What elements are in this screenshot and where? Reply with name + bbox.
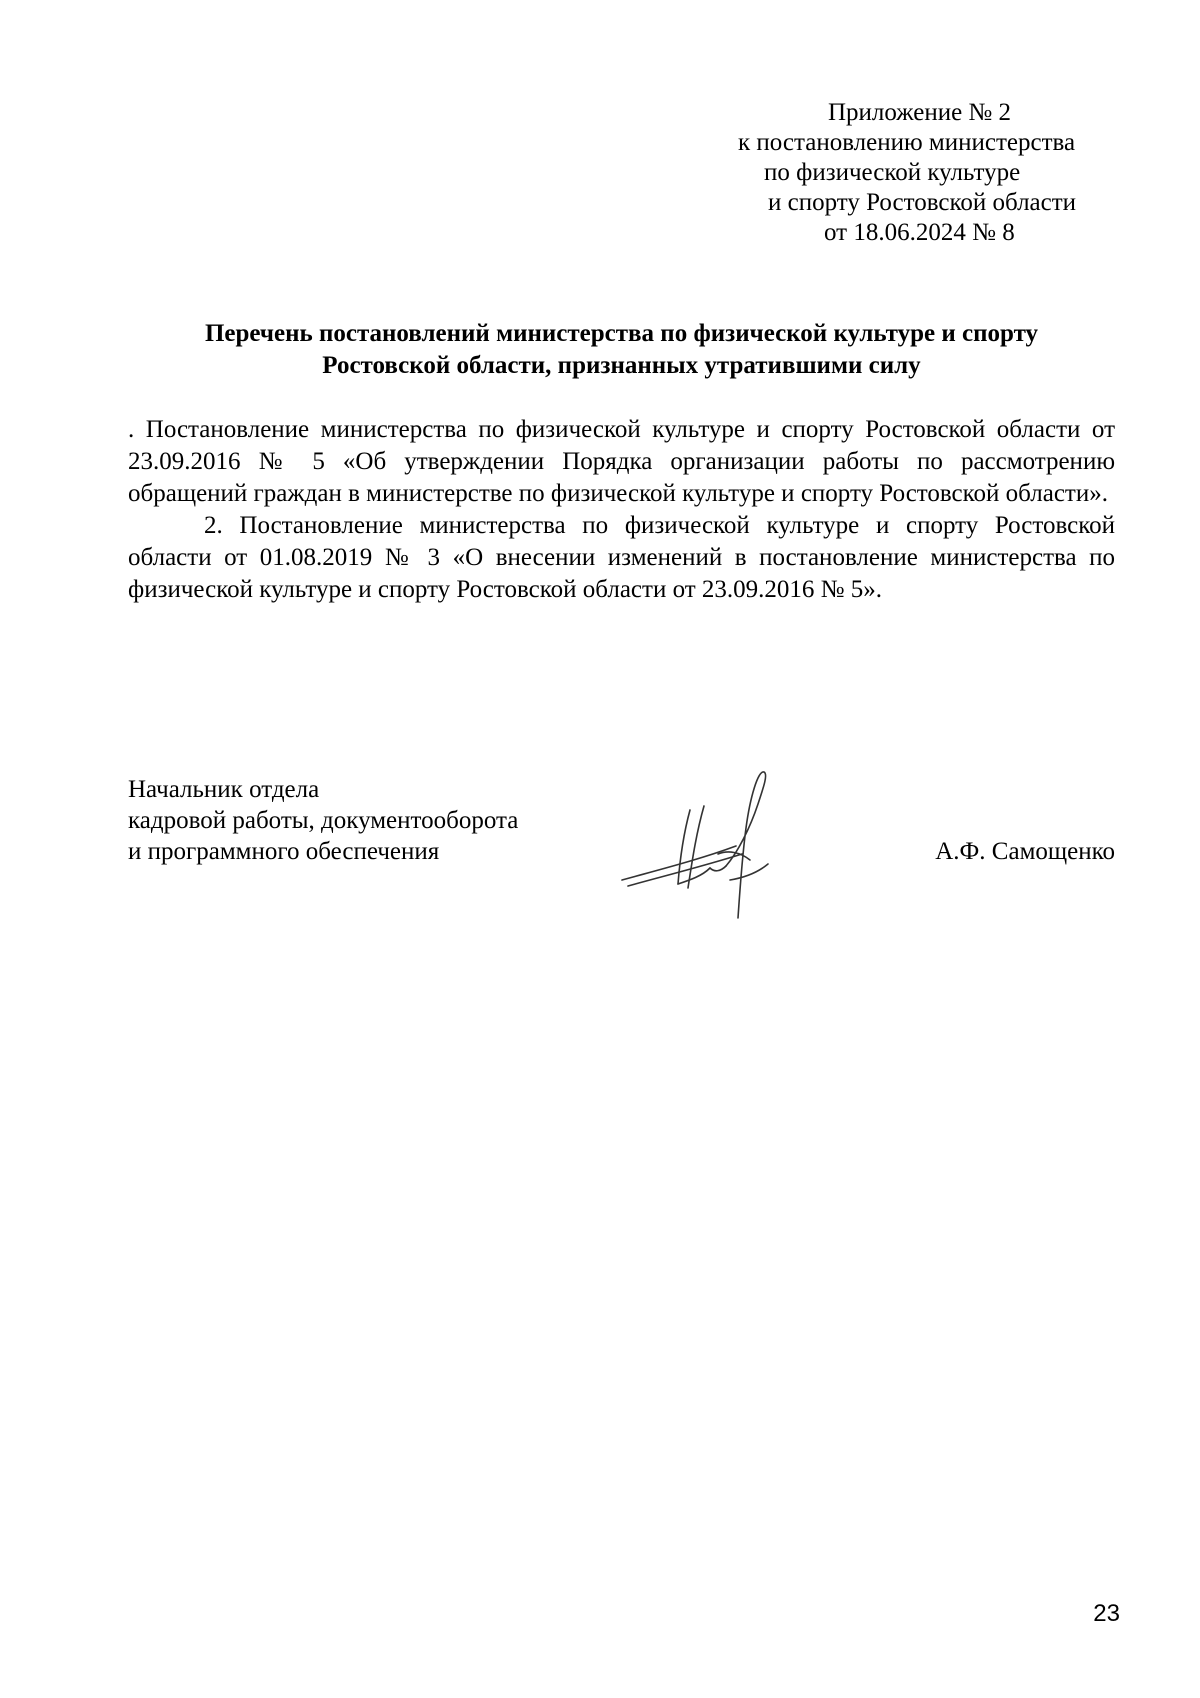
position-line: и программного обеспечения: [128, 838, 440, 865]
handwritten-signature: [618, 768, 798, 928]
list-item: . Постановление министерства по физической культуре и спорту Ростовской области от 23.09.2016 № 5 «Об утверждении Порядка организации работы по рассмотрению обращений граждан в министерстве по физической культуре и спорту Ростовской области».: [128, 416, 1115, 507]
title-line: Перечень постановлений министерства по физической культуре и спорту: [204, 320, 1039, 347]
signatory-name: А.Ф. Самощенко: [935, 838, 1115, 865]
annex-line: по физической культуре: [764, 159, 1021, 186]
annex-line: и спорту Ростовской области: [768, 189, 1077, 216]
signature-block: [128, 774, 1115, 944]
position-line: кадровой работы, документооборота: [128, 807, 519, 834]
page-number: 23: [1093, 1600, 1120, 1627]
annex-header: [700, 98, 1140, 248]
annex-line: Приложение № 2: [828, 99, 1012, 126]
list-item: 2. Постановление министерства по физической культуре и спорту Ростовской области от 01.08.2019 № 3 «О внесении изменений в постановление министерства по физической культуре и спорту Ростовской области от 23.09.2016 № 5».: [128, 512, 1115, 603]
annex-line: к постановлению министерства: [738, 129, 1076, 156]
title-line: Ростовской области, признанных утратившими силу: [322, 352, 921, 379]
annex-line: от 18.06.2024 № 8: [824, 219, 1015, 246]
document-body: [128, 414, 1115, 606]
position-line: Начальник отдела: [128, 776, 320, 803]
document-title: [128, 318, 1115, 382]
